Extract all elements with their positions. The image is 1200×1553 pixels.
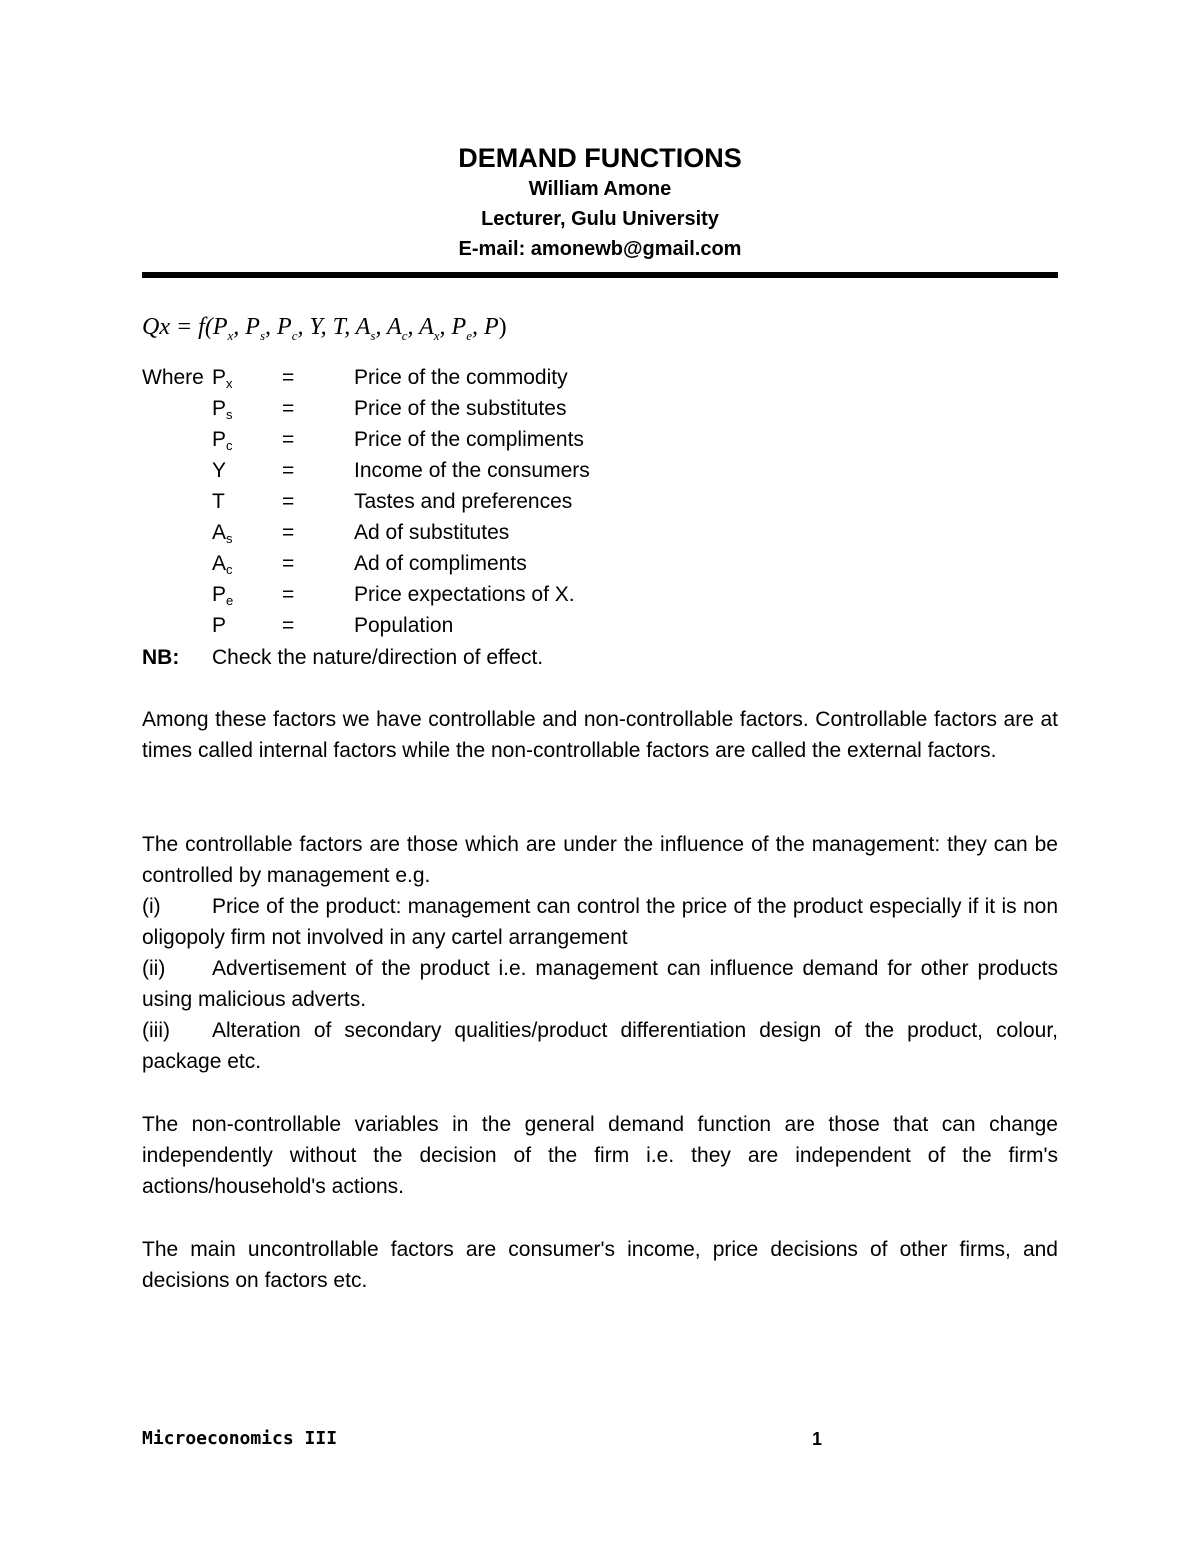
definition-equals: =: [282, 428, 295, 451]
formula-close: ): [498, 314, 507, 340]
paragraph-controllable: [142, 829, 1058, 1077]
definition-equals: =: [282, 490, 295, 513]
definition-symbol: $P_x$: [212, 366, 233, 391]
page-footer: [142, 1426, 822, 1452]
definition-symbol: P: [212, 614, 227, 637]
author-name: William Amone: [528, 178, 672, 200]
definition-row: [142, 455, 1058, 486]
author-affiliation: Lecturer, Gulu University: [481, 208, 719, 230]
list-item-text: Price of the product: management can control the price of the product especially if it is non oligopoly firm not involved in any cartel arrangement: [142, 895, 1058, 949]
definition-meaning: Price of the compliments: [354, 428, 584, 451]
definition-meaning: Ad of substitutes: [354, 521, 510, 544]
variable-definitions: [142, 362, 1058, 641]
paragraph-factors: [142, 704, 1058, 766]
list-item-text: Alteration of secondary qualities/product differentiation design of the product, colour, package etc.: [142, 1019, 1058, 1073]
nb-label: NB:: [142, 646, 180, 669]
definition-meaning: Price of the commodity: [354, 366, 568, 389]
document-header: [142, 142, 1058, 264]
definition-meaning: Tastes and preferences: [354, 490, 573, 513]
nota-bene: [142, 642, 543, 673]
formula-args: $P_x$, $P_s$, $P_c$, Y, T, $A_s$, $A_c$, $A_x$, $P_e$, P: [212, 314, 499, 343]
definition-symbol: $P_s$: [212, 397, 233, 422]
definition-meaning: Price expectations of X.: [354, 583, 575, 606]
document-title: DEMAND FUNCTIONS: [458, 143, 742, 173]
paragraph-text: The non-controllable variables in the general demand function are those that can change independently without the decision of the firm i.e. they are independent of the firm's actions/household's actions.: [142, 1113, 1058, 1198]
footer-course: Microeconomics III: [142, 1428, 338, 1449]
definition-row: [142, 486, 1058, 517]
paragraph-text: The controllable factors are those which are under the influence of the management: they can be controlled by management e.g.: [142, 833, 1058, 887]
definition-equals: =: [282, 552, 295, 575]
paragraph-non-controllable: [142, 1109, 1058, 1202]
definition-equals: =: [282, 583, 295, 606]
definition-equals: =: [282, 366, 295, 389]
definition-symbol: $P_e$: [212, 583, 234, 608]
demand-function-formula: [142, 310, 507, 353]
definition-row: [142, 362, 1058, 393]
definition-equals: =: [282, 614, 295, 637]
list-item: [142, 891, 1058, 953]
list-item-number: (ii): [142, 957, 166, 980]
header-divider: [142, 272, 1058, 278]
definition-symbol: $P_c$: [212, 428, 233, 453]
list-item: [142, 953, 1058, 1015]
definition-meaning: Price of the substitutes: [354, 397, 567, 420]
definition-equals: =: [282, 459, 295, 482]
definition-meaning: Population: [354, 614, 454, 637]
definition-equals: =: [282, 397, 295, 420]
definition-symbol: T: [212, 490, 225, 513]
page-number: 1: [811, 1429, 822, 1449]
paragraph-uncontrollable-factors: [142, 1234, 1058, 1296]
paragraph-text: The main uncontrollable factors are consumer's income, price decisions of other firms, and decisions on factors etc.: [142, 1238, 1058, 1292]
definition-row: [142, 424, 1058, 455]
definition-row: [142, 517, 1058, 548]
definition-row: [142, 610, 1058, 641]
definition-symbol: $A_c$: [212, 552, 233, 577]
definition-row: [142, 579, 1058, 610]
list-item: [142, 1015, 1058, 1077]
author-email: E-mail: amonewb@gmail.com: [458, 238, 742, 260]
list-item-number: (iii): [142, 1019, 170, 1042]
definition-equals: =: [282, 521, 295, 544]
definition-meaning: Income of the consumers: [354, 459, 590, 482]
list-item-text: Advertisement of the product i.e. management can influence demand for other products using malicious adverts.: [142, 957, 1058, 1011]
definition-symbol: $A_s$: [212, 521, 233, 546]
formula-lhs: Qx = f(: [142, 314, 213, 340]
definition-meaning: Ad of compliments: [354, 552, 527, 575]
definition-row: [142, 393, 1058, 424]
definitions-lead: Where: [142, 366, 204, 389]
definition-symbol: Y: [212, 459, 227, 482]
paragraph-text: Among these factors we have controllable and non-controllable factors. Controllable factors are at times called internal factors while the non-controllable factors are called the external factors.: [142, 708, 1058, 762]
definition-row: [142, 548, 1058, 579]
nb-text: Check the nature/direction of effect.: [212, 646, 544, 669]
list-item-number: (i): [142, 895, 161, 918]
